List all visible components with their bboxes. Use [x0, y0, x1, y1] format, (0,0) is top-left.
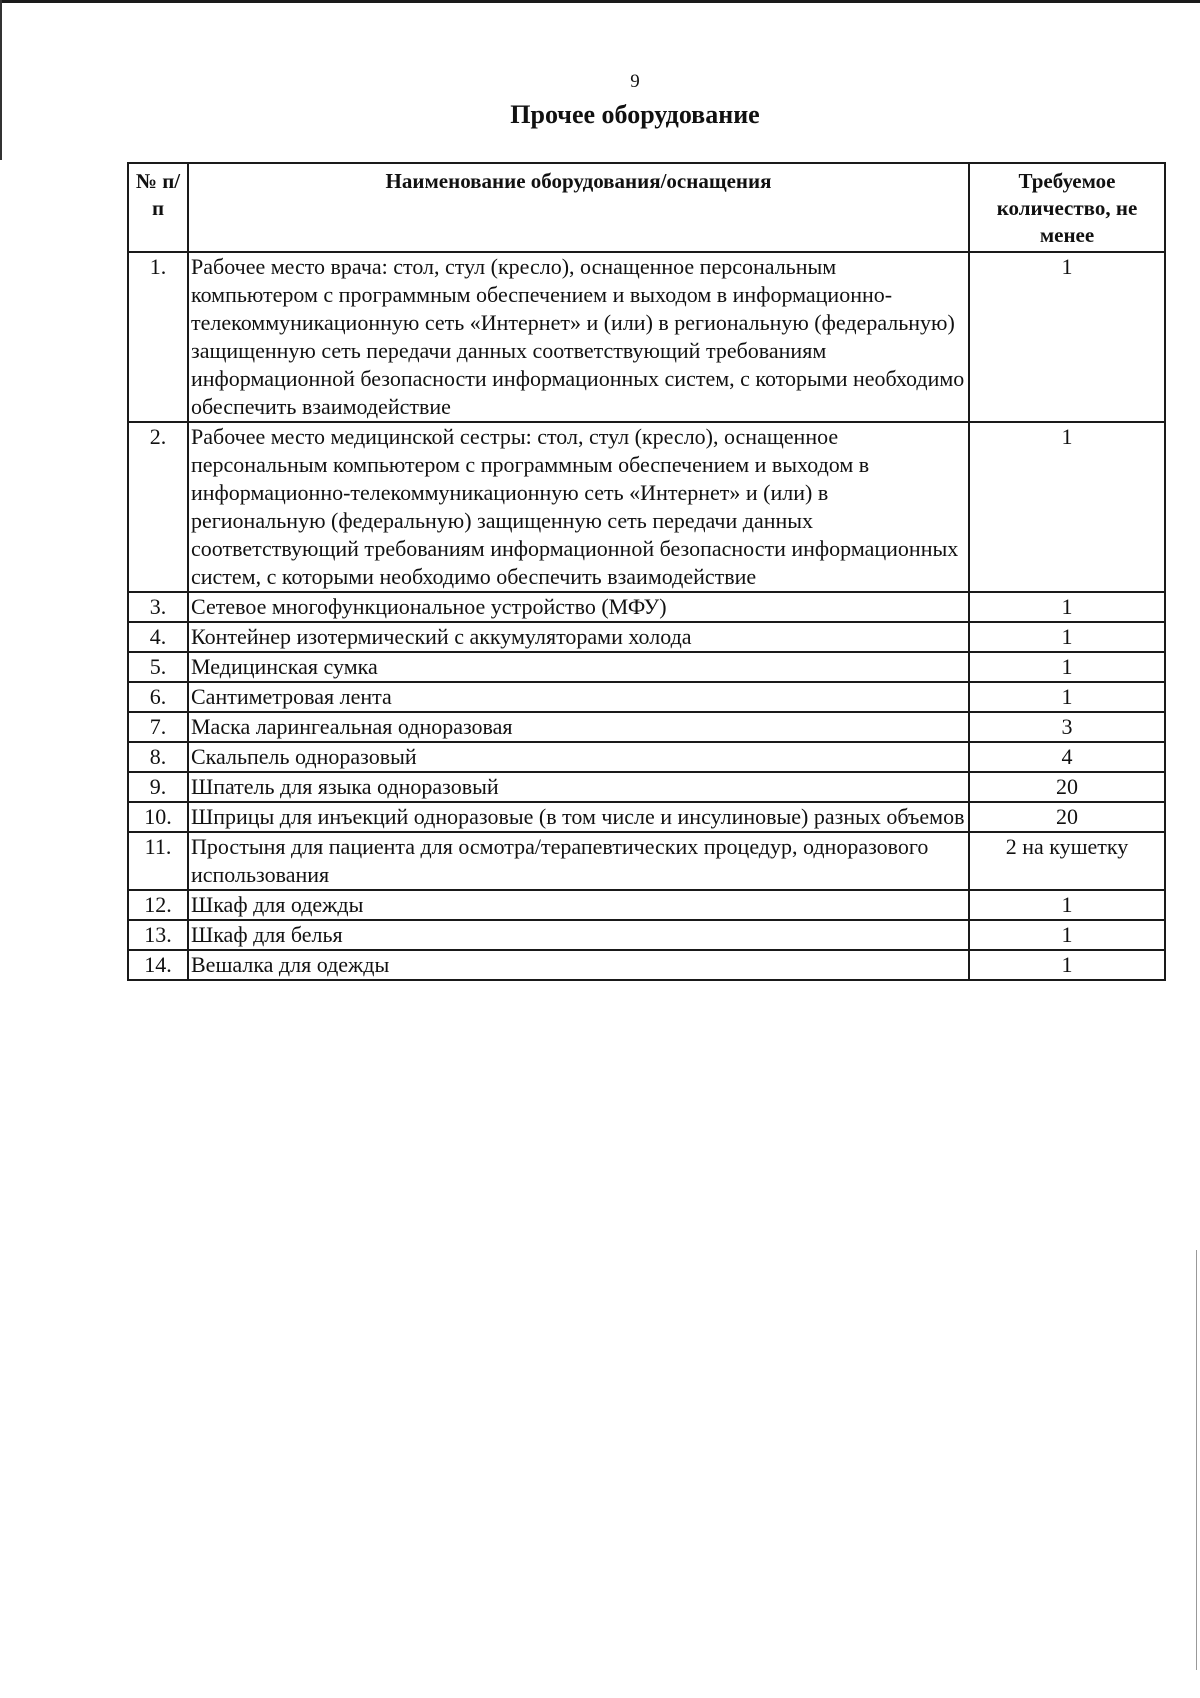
row-number: 2. — [128, 422, 188, 592]
table-row — [128, 772, 1165, 802]
row-name: Шприцы для инъекций одноразовые (в том числе и инсулиновые) разных объемов — [188, 802, 969, 832]
table-body — [128, 252, 1165, 980]
row-quantity: 20 — [969, 772, 1165, 802]
row-name: Рабочее место медицинской сестры: стол, стул (кресло), оснащенное персональным компьютером с программным обеспечением и выходом в информационно-телекоммуникационную сеть «Интернет» и (или) в региональную (федеральную) защищенную сеть передачи данных соответствующий требованиям информационной безопасности информационных систем, с которыми необходимо обеспечить взаимодействие — [188, 422, 969, 592]
row-number: 3. — [128, 592, 188, 622]
row-quantity: 1 — [969, 622, 1165, 652]
row-quantity: 1 — [969, 422, 1165, 592]
table-row — [128, 652, 1165, 682]
row-name: Рабочее место врача: стол, стул (кресло), оснащенное персональным компьютером с программным обеспечением и выходом в информационно-телекоммуникационную сеть «Интернет» и (или) в региональную (федеральную) защищенную сеть передачи данных соответствующий требованиям информационной безопасности информационных систем, с которыми необходимо обеспечить взаимодействие — [188, 252, 969, 422]
scan-border-top — [0, 0, 1200, 3]
table-row — [128, 252, 1165, 422]
row-quantity: 20 — [969, 802, 1165, 832]
row-quantity: 4 — [969, 742, 1165, 772]
row-name: Контейнер изотермический с аккумуляторами холода — [188, 622, 969, 652]
row-name: Простыня для пациента для осмотра/терапевтических процедур, одноразового использования — [188, 832, 969, 890]
row-name: Сантиметровая лента — [188, 682, 969, 712]
page-title: Прочее оборудование — [510, 100, 760, 129]
row-name: Шкаф для белья — [188, 920, 969, 950]
row-name: Сетевое многофункциональное устройство (МФУ) — [188, 592, 969, 622]
table-row — [128, 682, 1165, 712]
table-row — [128, 802, 1165, 832]
table-row — [128, 920, 1165, 950]
table-row — [128, 742, 1165, 772]
table-row — [128, 950, 1165, 980]
table-header — [128, 163, 1165, 252]
row-quantity: 1 — [969, 890, 1165, 920]
row-number: 12. — [128, 890, 188, 920]
header-quantity: Требуемое количество, не менее — [969, 163, 1165, 252]
row-name: Шпатель для языка одноразовый — [188, 772, 969, 802]
row-quantity: 1 — [969, 950, 1165, 980]
table-row — [128, 712, 1165, 742]
header-number: № п/п — [128, 163, 188, 252]
table-row — [128, 422, 1165, 592]
table-row — [128, 890, 1165, 920]
row-quantity: 1 — [969, 682, 1165, 712]
row-number: 13. — [128, 920, 188, 950]
row-name: Шкаф для одежды — [188, 890, 969, 920]
row-name: Маска ларингеальная одноразовая — [188, 712, 969, 742]
equipment-table — [127, 162, 1166, 981]
row-number: 10. — [128, 802, 188, 832]
row-number: 7. — [128, 712, 188, 742]
row-quantity: 3 — [969, 712, 1165, 742]
row-name: Вешалка для одежды — [188, 950, 969, 980]
table-row — [128, 832, 1165, 890]
row-quantity: 2 на кушетку — [969, 832, 1165, 890]
row-number: 8. — [128, 742, 188, 772]
row-number: 14. — [128, 950, 188, 980]
row-number: 5. — [128, 652, 188, 682]
row-number: 6. — [128, 682, 188, 712]
table-row — [128, 622, 1165, 652]
row-number: 4. — [128, 622, 188, 652]
row-number: 11. — [128, 832, 188, 890]
row-number: 9. — [128, 772, 188, 802]
header-name: Наименование оборудования/оснащения — [188, 163, 969, 252]
row-quantity: 1 — [969, 652, 1165, 682]
table-row — [128, 592, 1165, 622]
page-number: 9 — [630, 71, 640, 92]
scan-border-right — [1196, 1250, 1197, 1670]
row-name: Скальпель одноразовый — [188, 742, 969, 772]
row-quantity: 1 — [969, 252, 1165, 422]
header-row — [128, 163, 1165, 252]
row-name: Медицинская сумка — [188, 652, 969, 682]
row-quantity: 1 — [969, 592, 1165, 622]
row-number: 1. — [128, 252, 188, 422]
row-quantity: 1 — [969, 920, 1165, 950]
